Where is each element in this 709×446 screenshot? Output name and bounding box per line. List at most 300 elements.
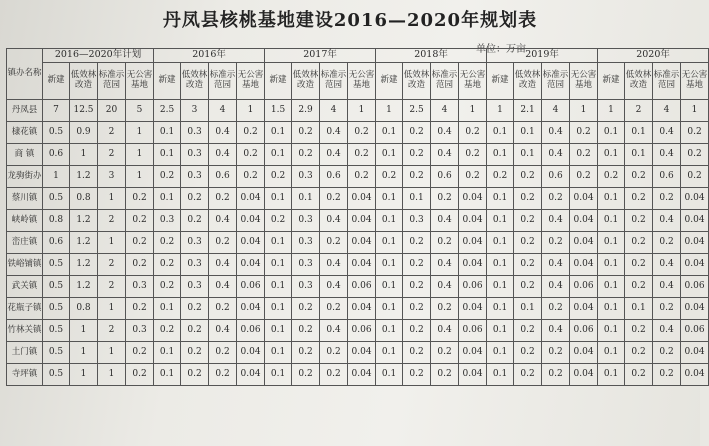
- table-cell: 0.4: [320, 320, 348, 342]
- table-cell: 0.04: [570, 342, 598, 364]
- table-cell: 0.1: [598, 122, 625, 144]
- table-cell: 0.2: [126, 254, 154, 276]
- table-cell: 1.2: [70, 166, 98, 188]
- table-cell: 0.4: [542, 276, 570, 298]
- table-cell: 0.4: [320, 210, 348, 232]
- table-cell: 0.4: [542, 254, 570, 276]
- table-cell: 0.2: [653, 298, 681, 320]
- table-cell: 0.2: [181, 342, 209, 364]
- table-cell: 0.2: [126, 210, 154, 232]
- table-cell: 0.04: [237, 210, 265, 232]
- table-cell: 0.1: [487, 188, 514, 210]
- table-cell: 0.2: [681, 166, 709, 188]
- table-cell: 0.04: [459, 232, 487, 254]
- table-cell: 0.2: [265, 210, 292, 232]
- table-cell: 0.2: [514, 188, 542, 210]
- table-cell: 0.04: [348, 232, 376, 254]
- table-cell: 1: [43, 166, 70, 188]
- table-cell: 0.04: [237, 232, 265, 254]
- table-cell: 0.1: [265, 144, 292, 166]
- plan-table: [6, 48, 709, 386]
- table-cell: 0.2: [625, 254, 653, 276]
- table-cell: 2.9: [292, 100, 320, 122]
- town-name: 花瓶子镇: [7, 298, 43, 320]
- table-cell: 0.2: [570, 122, 598, 144]
- table-cell: 0.2: [514, 232, 542, 254]
- table-cell: 0.1: [487, 144, 514, 166]
- table-cell: 0.4: [653, 320, 681, 342]
- column-header: 低效林改造: [181, 63, 209, 100]
- town-name: 峡岭镇: [7, 210, 43, 232]
- table-cell: 2: [98, 144, 126, 166]
- table-cell: 0.2: [209, 298, 237, 320]
- table-cell: 0.2: [320, 232, 348, 254]
- table-cell: 0.4: [431, 144, 459, 166]
- table-row: [7, 320, 709, 342]
- table-cell: 1: [376, 100, 403, 122]
- town-name: 寺坪镇: [7, 364, 43, 386]
- table-cell: 0.2: [487, 166, 514, 188]
- table-cell: 0.2: [126, 364, 154, 386]
- table-cell: 0.3: [181, 144, 209, 166]
- table-cell: 0.2: [126, 232, 154, 254]
- table-cell: 0.06: [570, 320, 598, 342]
- table-cell: 0.04: [681, 254, 709, 276]
- table-cell: 7: [43, 100, 70, 122]
- column-header: 低效林改造: [514, 63, 542, 100]
- table-cell: 0.2: [403, 364, 431, 386]
- column-header: 低效林改造: [625, 63, 653, 100]
- table-cell: 1.2: [70, 210, 98, 232]
- table-cell: 0.1: [487, 276, 514, 298]
- column-header: 无公害基地: [570, 63, 598, 100]
- year-group-header: 2017年: [265, 49, 376, 63]
- table-cell: 0.2: [237, 122, 265, 144]
- table-cell: 0.5: [43, 188, 70, 210]
- table-cell: 0.3: [181, 254, 209, 276]
- table-cell: 0.9: [70, 122, 98, 144]
- table-cell: 0.04: [459, 210, 487, 232]
- table-cell: 0.2: [292, 364, 320, 386]
- table-cell: 0.2: [320, 342, 348, 364]
- table-cell: 1: [126, 122, 154, 144]
- table-cell: 0.3: [181, 232, 209, 254]
- table-cell: 0.4: [431, 254, 459, 276]
- table-cell: 2: [98, 320, 126, 342]
- table-cell: 0.2: [292, 298, 320, 320]
- table-cell: 0.1: [598, 232, 625, 254]
- table-cell: 0.06: [570, 276, 598, 298]
- table-cell: 0.2: [431, 232, 459, 254]
- table-cell: 0.5: [43, 364, 70, 386]
- table-cell: 0.1: [376, 232, 403, 254]
- table-cell: 0.5: [43, 320, 70, 342]
- town-name: 峦庄镇: [7, 232, 43, 254]
- table-cell: 0.04: [348, 342, 376, 364]
- table-cell: 4: [209, 100, 237, 122]
- table-cell: 0.5: [43, 254, 70, 276]
- table-cell: 0.06: [348, 276, 376, 298]
- year-group-header: 2020年: [598, 49, 709, 63]
- table-cell: 2.1: [514, 100, 542, 122]
- table-cell: 1: [126, 144, 154, 166]
- table-cell: 0.1: [403, 188, 431, 210]
- table-cell: 0.3: [154, 210, 181, 232]
- table-cell: 0.6: [653, 166, 681, 188]
- table-cell: 0.1: [376, 298, 403, 320]
- table-cell: 1: [348, 100, 376, 122]
- table-cell: 0.2: [625, 342, 653, 364]
- table-cell: 0.06: [459, 276, 487, 298]
- table-cell: 5: [126, 100, 154, 122]
- table-cell: 0.04: [570, 188, 598, 210]
- table-cell: 0.04: [570, 232, 598, 254]
- table-cell: 0.1: [265, 122, 292, 144]
- table-cell: 0.2: [403, 144, 431, 166]
- table-cell: 0.2: [514, 342, 542, 364]
- table-cell: 0.1: [265, 254, 292, 276]
- table-cell: 0.1: [154, 188, 181, 210]
- table-cell: 0.4: [653, 276, 681, 298]
- page-title: 丹凤县核桃基地建设2016—2020年规划表: [162, 10, 538, 31]
- table-cell: 0.1: [265, 276, 292, 298]
- table-cell: 0.1: [376, 342, 403, 364]
- table-cell: 0.06: [237, 320, 265, 342]
- table-cell: 0.2: [181, 320, 209, 342]
- table-cell: 0.2: [681, 144, 709, 166]
- table-row: [7, 166, 709, 188]
- table-cell: 0.2: [348, 144, 376, 166]
- column-header: 无公害基地: [126, 63, 154, 100]
- table-cell: 0.4: [653, 210, 681, 232]
- table-cell: 0.2: [209, 232, 237, 254]
- table-cell: 1: [98, 298, 126, 320]
- table-cell: 0.2: [376, 166, 403, 188]
- table-cell: 0.2: [320, 298, 348, 320]
- table-cell: 0.2: [209, 188, 237, 210]
- table-cell: 0.2: [181, 188, 209, 210]
- table-cell: 0.2: [126, 188, 154, 210]
- unit-note: 单位：万亩: [476, 44, 526, 55]
- column-header: 标准示范园: [542, 63, 570, 100]
- table-cell: 0.06: [348, 320, 376, 342]
- table-cell: 0.2: [209, 342, 237, 364]
- table-cell: 0.4: [431, 320, 459, 342]
- table-row: [7, 298, 709, 320]
- table-cell: 0.1: [598, 364, 625, 386]
- table-cell: 0.06: [681, 320, 709, 342]
- table-cell: 0.2: [542, 342, 570, 364]
- column-header: 无公害基地: [237, 63, 265, 100]
- year-group-header: 2016—2020年计划: [43, 49, 154, 63]
- table-cell: 0.1: [487, 342, 514, 364]
- table-cell: 0.2: [431, 188, 459, 210]
- table-cell: 2.5: [403, 100, 431, 122]
- table-cell: 20: [98, 100, 126, 122]
- table-cell: 0.2: [320, 188, 348, 210]
- table-cell: 0.4: [431, 276, 459, 298]
- table-cell: 0.2: [598, 166, 625, 188]
- table-cell: 0.04: [570, 210, 598, 232]
- table-cell: 0.1: [598, 342, 625, 364]
- table-cell: 0.04: [237, 342, 265, 364]
- table-cell: 0.1: [154, 298, 181, 320]
- column-header: 新建: [598, 63, 625, 100]
- table-cell: 0.2: [154, 320, 181, 342]
- table-cell: 0.2: [514, 166, 542, 188]
- table-cell: 0.4: [209, 276, 237, 298]
- table-cell: 0.2: [265, 166, 292, 188]
- column-header: 低效林改造: [292, 63, 320, 100]
- table-cell: 0.6: [320, 166, 348, 188]
- table-cell: 0.1: [376, 144, 403, 166]
- table-cell: 0.1: [265, 188, 292, 210]
- table-cell: 0.1: [487, 254, 514, 276]
- table-cell: 0.1: [625, 122, 653, 144]
- table-cell: 0.1: [598, 276, 625, 298]
- table-cell: 0.1: [376, 254, 403, 276]
- table-cell: 0.04: [681, 232, 709, 254]
- table-cell: 0.1: [625, 298, 653, 320]
- table-cell: 0.1: [376, 122, 403, 144]
- table-cell: 0.1: [376, 364, 403, 386]
- table-cell: 0.04: [459, 342, 487, 364]
- table-cell: 0.2: [403, 298, 431, 320]
- table-cell: 0.2: [348, 166, 376, 188]
- column-header: 无公害基地: [348, 63, 376, 100]
- table-cell: 0.4: [320, 276, 348, 298]
- table-cell: 0.1: [265, 320, 292, 342]
- table-cell: 2: [98, 210, 126, 232]
- table-cell: 0.1: [598, 188, 625, 210]
- table-cell: 0.04: [681, 364, 709, 386]
- table-cell: 3: [181, 100, 209, 122]
- table-cell: 0.2: [403, 254, 431, 276]
- table-row: [7, 100, 709, 122]
- table-row: [7, 364, 709, 386]
- table-cell: 0.2: [459, 144, 487, 166]
- table-cell: 0.04: [237, 364, 265, 386]
- table-cell: 0.04: [348, 298, 376, 320]
- table-cell: 0.1: [598, 298, 625, 320]
- table-cell: 0.2: [320, 364, 348, 386]
- table-cell: 1: [98, 364, 126, 386]
- table-cell: 0.2: [431, 364, 459, 386]
- year-group-header: 2016年: [154, 49, 265, 63]
- table-cell: 1: [98, 232, 126, 254]
- column-header: 新建: [154, 63, 181, 100]
- table-cell: 2.5: [154, 100, 181, 122]
- table-cell: 0.1: [625, 144, 653, 166]
- table-cell: 0.3: [126, 320, 154, 342]
- table-cell: 0.2: [181, 364, 209, 386]
- column-header: 标准示范园: [98, 63, 126, 100]
- town-name: 龙驹街办: [7, 166, 43, 188]
- table-cell: 0.4: [542, 122, 570, 144]
- table-cell: 0.6: [542, 166, 570, 188]
- table-cell: 1: [70, 320, 98, 342]
- year-group-header: 2019年: [487, 49, 598, 63]
- table-cell: 1: [459, 100, 487, 122]
- table-cell: 0.04: [237, 188, 265, 210]
- table-cell: 0.04: [348, 188, 376, 210]
- town-name: 武关镇: [7, 276, 43, 298]
- table-cell: 0.2: [237, 166, 265, 188]
- table-cell: 0.04: [348, 210, 376, 232]
- table-cell: 1: [70, 364, 98, 386]
- table-cell: 0.6: [431, 166, 459, 188]
- year-group-header: 2018年: [376, 49, 487, 63]
- table-cell: 0.3: [181, 276, 209, 298]
- table-cell: 12.5: [70, 100, 98, 122]
- table-cell: 0.1: [376, 210, 403, 232]
- table-cell: 1: [70, 144, 98, 166]
- table-cell: 0.3: [181, 122, 209, 144]
- table-cell: 0.2: [292, 320, 320, 342]
- table-cell: 0.1: [265, 232, 292, 254]
- table-cell: 2: [98, 254, 126, 276]
- table-cell: 0.2: [653, 342, 681, 364]
- table-cell: 0.2: [431, 298, 459, 320]
- table-row: [7, 188, 709, 210]
- table-cell: 0.2: [292, 144, 320, 166]
- table-cell: 0.4: [209, 210, 237, 232]
- table-cell: 0.2: [514, 254, 542, 276]
- table-cell: 0.1: [265, 364, 292, 386]
- column-header: 无公害基地: [459, 63, 487, 100]
- table-cell: 0.4: [209, 122, 237, 144]
- table-cell: 0.1: [154, 122, 181, 144]
- table-cell: 0.8: [70, 188, 98, 210]
- table-cell: 0.8: [70, 298, 98, 320]
- table-cell: 0.4: [209, 144, 237, 166]
- corner-header: 镇办名称: [7, 49, 43, 100]
- table-cell: 0.1: [376, 320, 403, 342]
- column-header: 低效林改造: [70, 63, 98, 100]
- table-row: [7, 122, 709, 144]
- column-header: 新建: [265, 63, 292, 100]
- table-cell: 0.4: [542, 320, 570, 342]
- table-cell: 0.4: [542, 210, 570, 232]
- table-cell: 4: [653, 100, 681, 122]
- table-cell: 0.3: [126, 276, 154, 298]
- table-cell: 0.5: [43, 122, 70, 144]
- table-cell: 0.2: [625, 188, 653, 210]
- table-cell: 0.2: [514, 276, 542, 298]
- table-cell: 0.1: [514, 122, 542, 144]
- column-header: 无公害基地: [681, 63, 709, 100]
- table-cell: 0.2: [653, 188, 681, 210]
- column-header: 标准示范园: [320, 63, 348, 100]
- table-cell: 1: [237, 100, 265, 122]
- table-cell: 0.4: [653, 122, 681, 144]
- table-cell: 0.2: [570, 166, 598, 188]
- table-cell: 0.1: [265, 342, 292, 364]
- table-cell: 0.2: [403, 320, 431, 342]
- table-cell: 4: [431, 100, 459, 122]
- table-cell: 0.1: [487, 364, 514, 386]
- table-cell: 0.3: [181, 166, 209, 188]
- table-cell: 0.2: [403, 232, 431, 254]
- table-cell: 0.2: [431, 342, 459, 364]
- table-cell: 0.2: [459, 122, 487, 144]
- table-cell: 0.1: [598, 144, 625, 166]
- table-cell: 0.2: [154, 276, 181, 298]
- table-cell: 0.2: [154, 166, 181, 188]
- table-cell: 1: [70, 342, 98, 364]
- table-cell: 0.2: [514, 320, 542, 342]
- table-cell: 0.2: [459, 166, 487, 188]
- column-header: 新建: [43, 63, 70, 100]
- town-name: 竹林关镇: [7, 320, 43, 342]
- table-cell: 2: [98, 276, 126, 298]
- table-cell: 0.2: [181, 210, 209, 232]
- table-cell: 0.2: [625, 210, 653, 232]
- town-name: 商 镇: [7, 144, 43, 166]
- column-header: 标准示范园: [209, 63, 237, 100]
- table-cell: 0.1: [487, 298, 514, 320]
- table-cell: 0.6: [43, 144, 70, 166]
- table-cell: 0.5: [43, 276, 70, 298]
- column-header: 标准示范园: [431, 63, 459, 100]
- table-cell: 0.6: [209, 166, 237, 188]
- table-cell: 0.2: [625, 232, 653, 254]
- table-cell: 1: [98, 188, 126, 210]
- table-cell: 0.4: [542, 144, 570, 166]
- table-cell: 0.04: [681, 298, 709, 320]
- table-cell: 0.04: [348, 364, 376, 386]
- table-cell: 0.04: [681, 342, 709, 364]
- table-cell: 0.1: [487, 122, 514, 144]
- table-cell: 0.2: [542, 298, 570, 320]
- table-cell: 0.06: [237, 276, 265, 298]
- table-cell: 0.4: [320, 144, 348, 166]
- table-cell: 0.4: [320, 122, 348, 144]
- table-cell: 0.2: [542, 364, 570, 386]
- table-cell: 0.2: [348, 122, 376, 144]
- table-cell: 0.2: [126, 342, 154, 364]
- table-cell: 0.1: [598, 320, 625, 342]
- table-row: [7, 254, 709, 276]
- table-cell: 0.2: [154, 254, 181, 276]
- table-cell: 0.2: [625, 276, 653, 298]
- table-cell: 0.1: [292, 188, 320, 210]
- column-header: 低效林改造: [403, 63, 431, 100]
- table-cell: 0.1: [514, 298, 542, 320]
- table-cell: 0.04: [459, 254, 487, 276]
- table-row: [7, 144, 709, 166]
- table-cell: 0.1: [487, 232, 514, 254]
- table-cell: 0.4: [209, 254, 237, 276]
- town-name: 丹凤县: [7, 100, 43, 122]
- table-cell: 0.2: [403, 166, 431, 188]
- table-cell: 0.2: [653, 232, 681, 254]
- table-cell: 0.3: [292, 254, 320, 276]
- column-header: 新建: [376, 63, 403, 100]
- table-cell: 0.2: [403, 276, 431, 298]
- table-cell: 0.2: [514, 210, 542, 232]
- table-cell: 0.04: [570, 254, 598, 276]
- table-cell: 4: [542, 100, 570, 122]
- table-cell: 0.2: [542, 188, 570, 210]
- table-cell: 0.04: [459, 298, 487, 320]
- table-cell: 1: [126, 166, 154, 188]
- table-cell: 0.2: [514, 364, 542, 386]
- table-cell: 0.2: [570, 144, 598, 166]
- table-cell: 0.04: [459, 188, 487, 210]
- table-cell: 0.04: [570, 364, 598, 386]
- table-cell: 0.1: [376, 188, 403, 210]
